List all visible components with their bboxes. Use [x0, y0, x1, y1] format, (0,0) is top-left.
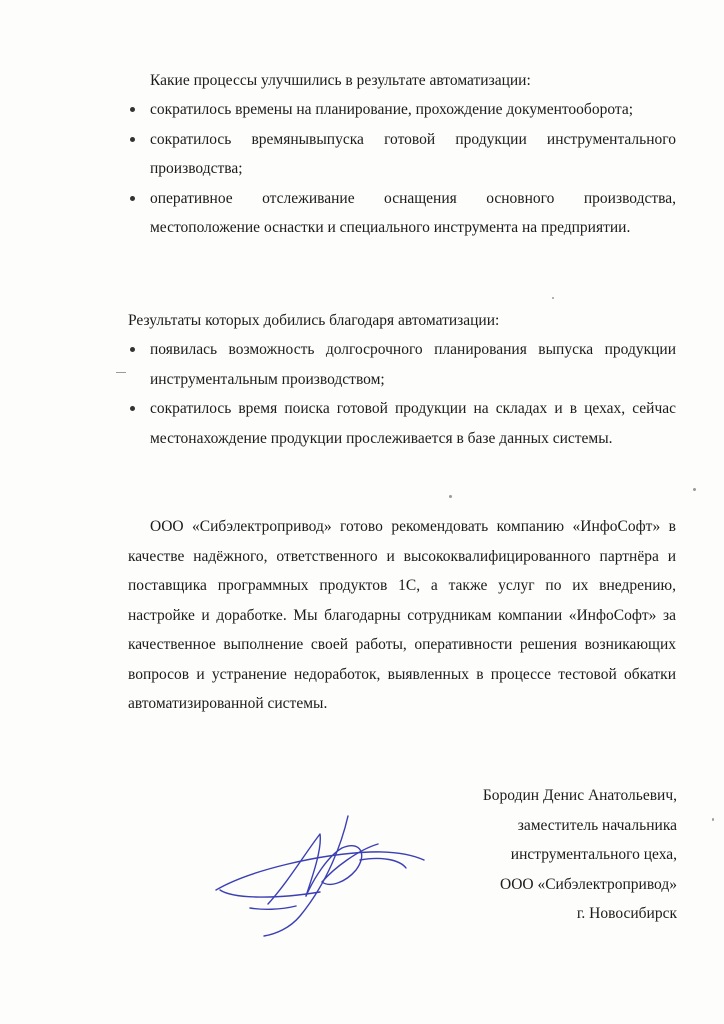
list-item: появилась возможность долгосрочного планирования выпуска продукции инструментальным производством; — [128, 335, 676, 394]
list-item: сократилось времены на планирование, прохождение документооборота; — [128, 95, 676, 125]
scan-speck — [693, 488, 696, 491]
results-heading: Результаты которых добились благодаря автоматизации: — [128, 312, 500, 329]
scan-speck — [552, 297, 554, 299]
list-item: сократилось время поиска готовой продукции на складах и в цехах, сейчас местонахождение продукции прослеживается в базе данных системы. — [128, 394, 676, 453]
list-item: сократилось времянывыпуска готовой продукции инструментального производства; — [128, 125, 676, 184]
list-item: оперативное отслеживание оснащения основного производства, местоположение оснастки и специального инструмента на предприятии. — [128, 184, 676, 243]
signatory-company: ООО «Сибэлектропривод» — [500, 875, 677, 893]
scan-speck — [712, 818, 714, 821]
recommendation-paragraph: ООО «Сибэлектропривод» готово рекомендовать компанию «ИнфоСофт» в качестве надёжного, ответственного и высококвалифицированного партнёра и поставщика программных продуктов 1С, а также услуг по их внедрению, настройке и доработке. Мы благодарны сотрудникам компании «ИнфоСофт» за качественное выполнение своей работы, оперативности решения возникающих вопросов и устранение недоработок, выявленных в процессе тестовой обкатки автоматизированной системы. — [128, 518, 676, 712]
signatory-position-line2: инструментального цеха, — [510, 846, 677, 863]
improvements-heading: Какие процессы улучшились в результате автоматизации: — [150, 72, 531, 89]
scan-speck — [449, 495, 452, 498]
handwritten-signature — [210, 812, 450, 942]
results-list — [128, 335, 676, 453]
scan-speck — [116, 372, 126, 373]
signatory-city: г. Новосибирск — [576, 905, 677, 922]
signatory-name: Бородин Денис Анатольевич, — [482, 787, 677, 804]
signatory-position-line1: заместитель начальника — [517, 816, 677, 834]
improvements-list — [128, 95, 676, 243]
